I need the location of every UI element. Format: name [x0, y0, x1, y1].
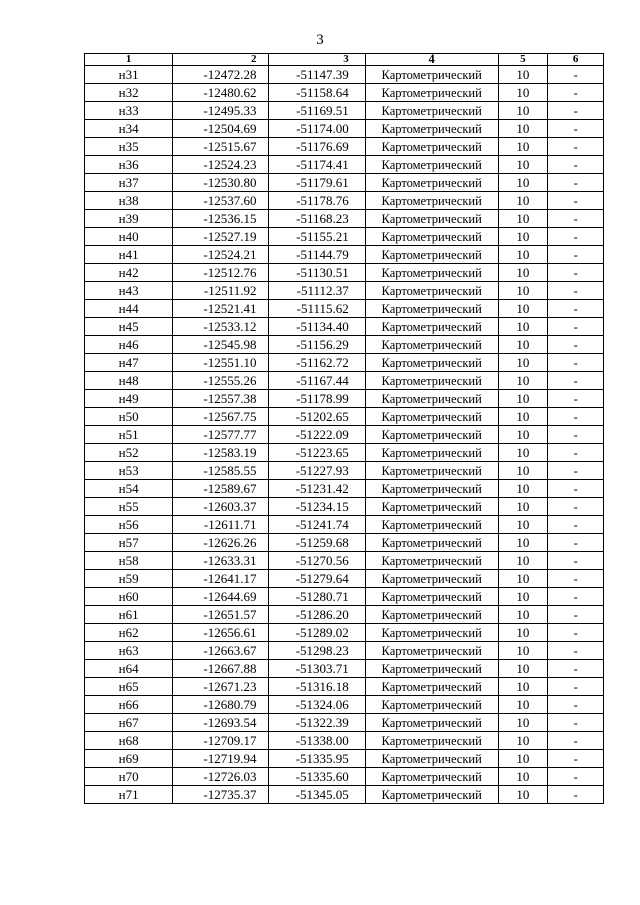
- note-cell: -: [548, 282, 604, 300]
- note-cell: -: [548, 660, 604, 678]
- note-cell: -: [548, 372, 604, 390]
- accuracy-cell: 10: [498, 372, 548, 390]
- y-coordinate-cell: -51202.65: [269, 408, 365, 426]
- table-row: [85, 696, 604, 714]
- method-cell: Картометрический: [365, 210, 498, 228]
- point-id-cell: н38: [85, 192, 173, 210]
- accuracy-cell: 10: [498, 624, 548, 642]
- note-cell: -: [548, 408, 604, 426]
- note-cell: -: [548, 444, 604, 462]
- table-row: [85, 102, 604, 120]
- method-cell: Картометрический: [365, 696, 498, 714]
- accuracy-cell: 10: [498, 120, 548, 138]
- point-id-cell: н56: [85, 516, 173, 534]
- point-id-cell: н70: [85, 768, 173, 786]
- x-coordinate-cell: -12656.61: [173, 624, 269, 642]
- method-cell: Картометрический: [365, 264, 498, 282]
- table-row: [85, 678, 604, 696]
- accuracy-cell: 10: [498, 696, 548, 714]
- point-id-cell: н47: [85, 354, 173, 372]
- accuracy-cell: 10: [498, 678, 548, 696]
- accuracy-cell: 10: [498, 390, 548, 408]
- y-coordinate-cell: -51223.65: [269, 444, 365, 462]
- table-row: [85, 786, 604, 804]
- y-coordinate-cell: -51270.56: [269, 552, 365, 570]
- method-cell: Картометрический: [365, 624, 498, 642]
- y-coordinate-cell: -51134.40: [269, 318, 365, 336]
- method-cell: Картометрический: [365, 498, 498, 516]
- point-id-cell: н49: [85, 390, 173, 408]
- method-cell: Картометрический: [365, 318, 498, 336]
- x-coordinate-cell: -12667.88: [173, 660, 269, 678]
- note-cell: -: [548, 300, 604, 318]
- method-cell: Картометрический: [365, 192, 498, 210]
- table-row: [85, 84, 604, 102]
- note-cell: -: [548, 462, 604, 480]
- note-cell: -: [548, 786, 604, 804]
- accuracy-cell: 10: [498, 408, 548, 426]
- column-header: 6: [548, 54, 604, 66]
- point-id-cell: н39: [85, 210, 173, 228]
- note-cell: -: [548, 120, 604, 138]
- y-coordinate-cell: -51280.71: [269, 588, 365, 606]
- table-row: [85, 282, 604, 300]
- note-cell: -: [548, 318, 604, 336]
- method-cell: Картометрический: [365, 156, 498, 174]
- y-coordinate-cell: -51178.76: [269, 192, 365, 210]
- accuracy-cell: 10: [498, 282, 548, 300]
- accuracy-cell: 10: [498, 606, 548, 624]
- x-coordinate-cell: -12545.98: [173, 336, 269, 354]
- x-coordinate-cell: -12735.37: [173, 786, 269, 804]
- method-cell: Картометрический: [365, 570, 498, 588]
- method-cell: Картометрический: [365, 120, 498, 138]
- table-row: [85, 66, 604, 84]
- point-id-cell: н48: [85, 372, 173, 390]
- point-id-cell: н32: [85, 84, 173, 102]
- method-cell: Картометрический: [365, 732, 498, 750]
- point-id-cell: н65: [85, 678, 173, 696]
- table-row: [85, 624, 604, 642]
- method-cell: Картометрический: [365, 768, 498, 786]
- point-id-cell: н63: [85, 642, 173, 660]
- point-id-cell: н60: [85, 588, 173, 606]
- point-id-cell: н69: [85, 750, 173, 768]
- accuracy-cell: 10: [498, 750, 548, 768]
- point-id-cell: н52: [85, 444, 173, 462]
- note-cell: -: [548, 516, 604, 534]
- note-cell: -: [548, 552, 604, 570]
- accuracy-cell: 10: [498, 228, 548, 246]
- point-id-cell: н37: [85, 174, 173, 192]
- accuracy-cell: 10: [498, 570, 548, 588]
- x-coordinate-cell: -12577.77: [173, 426, 269, 444]
- x-coordinate-cell: -12480.62: [173, 84, 269, 102]
- method-cell: Картометрический: [365, 282, 498, 300]
- table-row: [85, 336, 604, 354]
- x-coordinate-cell: -12536.15: [173, 210, 269, 228]
- note-cell: -: [548, 102, 604, 120]
- method-cell: Картометрический: [365, 714, 498, 732]
- point-id-cell: н34: [85, 120, 173, 138]
- point-id-cell: н62: [85, 624, 173, 642]
- table-row: [85, 174, 604, 192]
- method-cell: Картометрический: [365, 102, 498, 120]
- table-row: [85, 480, 604, 498]
- method-cell: Картометрический: [365, 678, 498, 696]
- y-coordinate-cell: -51227.93: [269, 462, 365, 480]
- x-coordinate-cell: -12626.26: [173, 534, 269, 552]
- x-coordinate-cell: -12663.67: [173, 642, 269, 660]
- coordinates-table: [84, 53, 604, 804]
- table-row: [85, 552, 604, 570]
- y-coordinate-cell: -51176.69: [269, 138, 365, 156]
- method-cell: Картометрический: [365, 444, 498, 462]
- point-id-cell: н57: [85, 534, 173, 552]
- point-id-cell: н50: [85, 408, 173, 426]
- y-coordinate-cell: -51286.20: [269, 606, 365, 624]
- point-id-cell: н41: [85, 246, 173, 264]
- y-coordinate-cell: -51303.71: [269, 660, 365, 678]
- y-coordinate-cell: -51174.41: [269, 156, 365, 174]
- accuracy-cell: 10: [498, 732, 548, 750]
- x-coordinate-cell: -12651.57: [173, 606, 269, 624]
- accuracy-cell: 10: [498, 444, 548, 462]
- accuracy-cell: 10: [498, 462, 548, 480]
- note-cell: -: [548, 246, 604, 264]
- table-row: [85, 516, 604, 534]
- y-coordinate-cell: -51158.64: [269, 84, 365, 102]
- accuracy-cell: 10: [498, 318, 548, 336]
- table-row: [85, 660, 604, 678]
- accuracy-cell: 10: [498, 786, 548, 804]
- x-coordinate-cell: -12680.79: [173, 696, 269, 714]
- method-cell: Картометрический: [365, 588, 498, 606]
- x-coordinate-cell: -12472.28: [173, 66, 269, 84]
- accuracy-cell: 10: [498, 210, 548, 228]
- y-coordinate-cell: -51155.21: [269, 228, 365, 246]
- note-cell: -: [548, 138, 604, 156]
- y-coordinate-cell: -51335.95: [269, 750, 365, 768]
- point-id-cell: н46: [85, 336, 173, 354]
- column-header: 4: [365, 54, 498, 66]
- method-cell: Картометрический: [365, 786, 498, 804]
- x-coordinate-cell: -12709.17: [173, 732, 269, 750]
- point-id-cell: н43: [85, 282, 173, 300]
- x-coordinate-cell: -12641.17: [173, 570, 269, 588]
- x-coordinate-cell: -12521.41: [173, 300, 269, 318]
- y-coordinate-cell: -51162.72: [269, 354, 365, 372]
- table-row: [85, 246, 604, 264]
- accuracy-cell: 10: [498, 336, 548, 354]
- y-coordinate-cell: -51345.05: [269, 786, 365, 804]
- table-row: [85, 768, 604, 786]
- table-row: [85, 390, 604, 408]
- table-row: [85, 210, 604, 228]
- point-id-cell: н40: [85, 228, 173, 246]
- column-header: 1: [85, 54, 173, 66]
- x-coordinate-cell: -12567.75: [173, 408, 269, 426]
- point-id-cell: н31: [85, 66, 173, 84]
- note-cell: -: [548, 570, 604, 588]
- x-coordinate-cell: -12527.19: [173, 228, 269, 246]
- x-coordinate-cell: -12589.67: [173, 480, 269, 498]
- note-cell: -: [548, 678, 604, 696]
- accuracy-cell: 10: [498, 714, 548, 732]
- table-row: [85, 732, 604, 750]
- y-coordinate-cell: -51178.99: [269, 390, 365, 408]
- note-cell: -: [548, 354, 604, 372]
- table-row: [85, 372, 604, 390]
- method-cell: Картометрический: [365, 534, 498, 552]
- method-cell: Картометрический: [365, 228, 498, 246]
- note-cell: -: [548, 696, 604, 714]
- table-row: [85, 354, 604, 372]
- method-cell: Картометрический: [365, 408, 498, 426]
- method-cell: Картометрический: [365, 336, 498, 354]
- table-row: [85, 642, 604, 660]
- accuracy-cell: 10: [498, 768, 548, 786]
- point-id-cell: н54: [85, 480, 173, 498]
- x-coordinate-cell: -12537.60: [173, 192, 269, 210]
- x-coordinate-cell: -12551.10: [173, 354, 269, 372]
- y-coordinate-cell: -51174.00: [269, 120, 365, 138]
- y-coordinate-cell: -51179.61: [269, 174, 365, 192]
- table-row: [85, 750, 604, 768]
- y-coordinate-cell: -51289.02: [269, 624, 365, 642]
- accuracy-cell: 10: [498, 516, 548, 534]
- x-coordinate-cell: -12515.67: [173, 138, 269, 156]
- x-coordinate-cell: -12524.21: [173, 246, 269, 264]
- table-row: [85, 444, 604, 462]
- x-coordinate-cell: -12511.92: [173, 282, 269, 300]
- x-coordinate-cell: -12693.54: [173, 714, 269, 732]
- point-id-cell: н42: [85, 264, 173, 282]
- note-cell: -: [548, 264, 604, 282]
- method-cell: Картометрический: [365, 750, 498, 768]
- note-cell: -: [548, 210, 604, 228]
- table-row: [85, 300, 604, 318]
- y-coordinate-cell: -51234.15: [269, 498, 365, 516]
- point-id-cell: н59: [85, 570, 173, 588]
- point-id-cell: н45: [85, 318, 173, 336]
- method-cell: Картометрический: [365, 480, 498, 498]
- note-cell: -: [548, 156, 604, 174]
- y-coordinate-cell: -51168.23: [269, 210, 365, 228]
- table-row: [85, 588, 604, 606]
- accuracy-cell: 10: [498, 354, 548, 372]
- point-id-cell: н51: [85, 426, 173, 444]
- note-cell: -: [548, 768, 604, 786]
- accuracy-cell: 10: [498, 300, 548, 318]
- method-cell: Картометрический: [365, 372, 498, 390]
- note-cell: -: [548, 174, 604, 192]
- x-coordinate-cell: -12583.19: [173, 444, 269, 462]
- point-id-cell: н55: [85, 498, 173, 516]
- table-row: [85, 498, 604, 516]
- method-cell: Картометрический: [365, 390, 498, 408]
- table-row: [85, 192, 604, 210]
- table-row: [85, 462, 604, 480]
- method-cell: Картометрический: [365, 516, 498, 534]
- method-cell: Картометрический: [365, 174, 498, 192]
- y-coordinate-cell: -51338.00: [269, 732, 365, 750]
- note-cell: -: [548, 192, 604, 210]
- note-cell: -: [548, 642, 604, 660]
- point-id-cell: н33: [85, 102, 173, 120]
- x-coordinate-cell: -12719.94: [173, 750, 269, 768]
- y-coordinate-cell: -51167.44: [269, 372, 365, 390]
- accuracy-cell: 10: [498, 138, 548, 156]
- note-cell: -: [548, 714, 604, 732]
- table-header-row: [85, 54, 604, 66]
- point-id-cell: н53: [85, 462, 173, 480]
- method-cell: Картометрический: [365, 660, 498, 678]
- table-row: [85, 714, 604, 732]
- method-cell: Картометрический: [365, 606, 498, 624]
- note-cell: -: [548, 588, 604, 606]
- accuracy-cell: 10: [498, 102, 548, 120]
- table-row: [85, 408, 604, 426]
- accuracy-cell: 10: [498, 192, 548, 210]
- page-number: 3: [316, 32, 324, 48]
- method-cell: Картометрический: [365, 66, 498, 84]
- method-cell: Картометрический: [365, 138, 498, 156]
- accuracy-cell: 10: [498, 264, 548, 282]
- table-row: [85, 264, 604, 282]
- table-row: [85, 318, 604, 336]
- accuracy-cell: 10: [498, 480, 548, 498]
- x-coordinate-cell: -12585.55: [173, 462, 269, 480]
- table-row: [85, 138, 604, 156]
- method-cell: Картометрический: [365, 246, 498, 264]
- x-coordinate-cell: -12504.69: [173, 120, 269, 138]
- y-coordinate-cell: -51335.60: [269, 768, 365, 786]
- point-id-cell: н67: [85, 714, 173, 732]
- y-coordinate-cell: -51279.64: [269, 570, 365, 588]
- accuracy-cell: 10: [498, 552, 548, 570]
- note-cell: -: [548, 624, 604, 642]
- x-coordinate-cell: -12495.33: [173, 102, 269, 120]
- table-row: [85, 606, 604, 624]
- x-coordinate-cell: -12512.76: [173, 264, 269, 282]
- accuracy-cell: 10: [498, 534, 548, 552]
- x-coordinate-cell: -12644.69: [173, 588, 269, 606]
- table-row: [85, 570, 604, 588]
- point-id-cell: н61: [85, 606, 173, 624]
- table-row: [85, 156, 604, 174]
- y-coordinate-cell: -51112.37: [269, 282, 365, 300]
- column-header: 5: [498, 54, 548, 66]
- accuracy-cell: 10: [498, 174, 548, 192]
- note-cell: -: [548, 228, 604, 246]
- point-id-cell: н44: [85, 300, 173, 318]
- accuracy-cell: 10: [498, 156, 548, 174]
- y-coordinate-cell: -51259.68: [269, 534, 365, 552]
- note-cell: -: [548, 84, 604, 102]
- accuracy-cell: 10: [498, 426, 548, 444]
- accuracy-cell: 10: [498, 660, 548, 678]
- y-coordinate-cell: -51241.74: [269, 516, 365, 534]
- y-coordinate-cell: -51156.29: [269, 336, 365, 354]
- point-id-cell: н35: [85, 138, 173, 156]
- point-id-cell: н36: [85, 156, 173, 174]
- note-cell: -: [548, 498, 604, 516]
- accuracy-cell: 10: [498, 84, 548, 102]
- x-coordinate-cell: -12557.38: [173, 390, 269, 408]
- accuracy-cell: 10: [498, 498, 548, 516]
- method-cell: Картометрический: [365, 354, 498, 372]
- note-cell: -: [548, 534, 604, 552]
- y-coordinate-cell: -51324.06: [269, 696, 365, 714]
- note-cell: -: [548, 336, 604, 354]
- table-row: [85, 426, 604, 444]
- accuracy-cell: 10: [498, 588, 548, 606]
- accuracy-cell: 10: [498, 642, 548, 660]
- method-cell: Картометрический: [365, 84, 498, 102]
- x-coordinate-cell: -12726.03: [173, 768, 269, 786]
- method-cell: Картометрический: [365, 300, 498, 318]
- point-id-cell: н58: [85, 552, 173, 570]
- x-coordinate-cell: -12671.23: [173, 678, 269, 696]
- x-coordinate-cell: -12524.23: [173, 156, 269, 174]
- point-id-cell: н66: [85, 696, 173, 714]
- y-coordinate-cell: -51147.39: [269, 66, 365, 84]
- point-id-cell: н64: [85, 660, 173, 678]
- y-coordinate-cell: -51169.51: [269, 102, 365, 120]
- note-cell: -: [548, 480, 604, 498]
- note-cell: -: [548, 390, 604, 408]
- note-cell: -: [548, 750, 604, 768]
- y-coordinate-cell: -51144.79: [269, 246, 365, 264]
- method-cell: Картометрический: [365, 462, 498, 480]
- x-coordinate-cell: -12533.12: [173, 318, 269, 336]
- point-id-cell: н68: [85, 732, 173, 750]
- method-cell: Картометрический: [365, 642, 498, 660]
- note-cell: -: [548, 732, 604, 750]
- note-cell: -: [548, 426, 604, 444]
- x-coordinate-cell: -12611.71: [173, 516, 269, 534]
- table-row: [85, 228, 604, 246]
- y-coordinate-cell: -51115.62: [269, 300, 365, 318]
- x-coordinate-cell: -12633.31: [173, 552, 269, 570]
- point-id-cell: н71: [85, 786, 173, 804]
- table-body: [85, 66, 604, 804]
- y-coordinate-cell: -51322.39: [269, 714, 365, 732]
- x-coordinate-cell: -12555.26: [173, 372, 269, 390]
- method-cell: Картометрический: [365, 426, 498, 444]
- column-header: 3: [269, 54, 365, 66]
- x-coordinate-cell: -12530.80: [173, 174, 269, 192]
- note-cell: -: [548, 66, 604, 84]
- table-row: [85, 534, 604, 552]
- column-header: 2: [173, 54, 269, 66]
- accuracy-cell: 10: [498, 66, 548, 84]
- y-coordinate-cell: -51316.18: [269, 678, 365, 696]
- method-cell: Картометрический: [365, 552, 498, 570]
- y-coordinate-cell: -51231.42: [269, 480, 365, 498]
- note-cell: -: [548, 606, 604, 624]
- y-coordinate-cell: -51130.51: [269, 264, 365, 282]
- x-coordinate-cell: -12603.37: [173, 498, 269, 516]
- accuracy-cell: 10: [498, 246, 548, 264]
- table-row: [85, 120, 604, 138]
- y-coordinate-cell: -51222.09: [269, 426, 365, 444]
- y-coordinate-cell: -51298.23: [269, 642, 365, 660]
